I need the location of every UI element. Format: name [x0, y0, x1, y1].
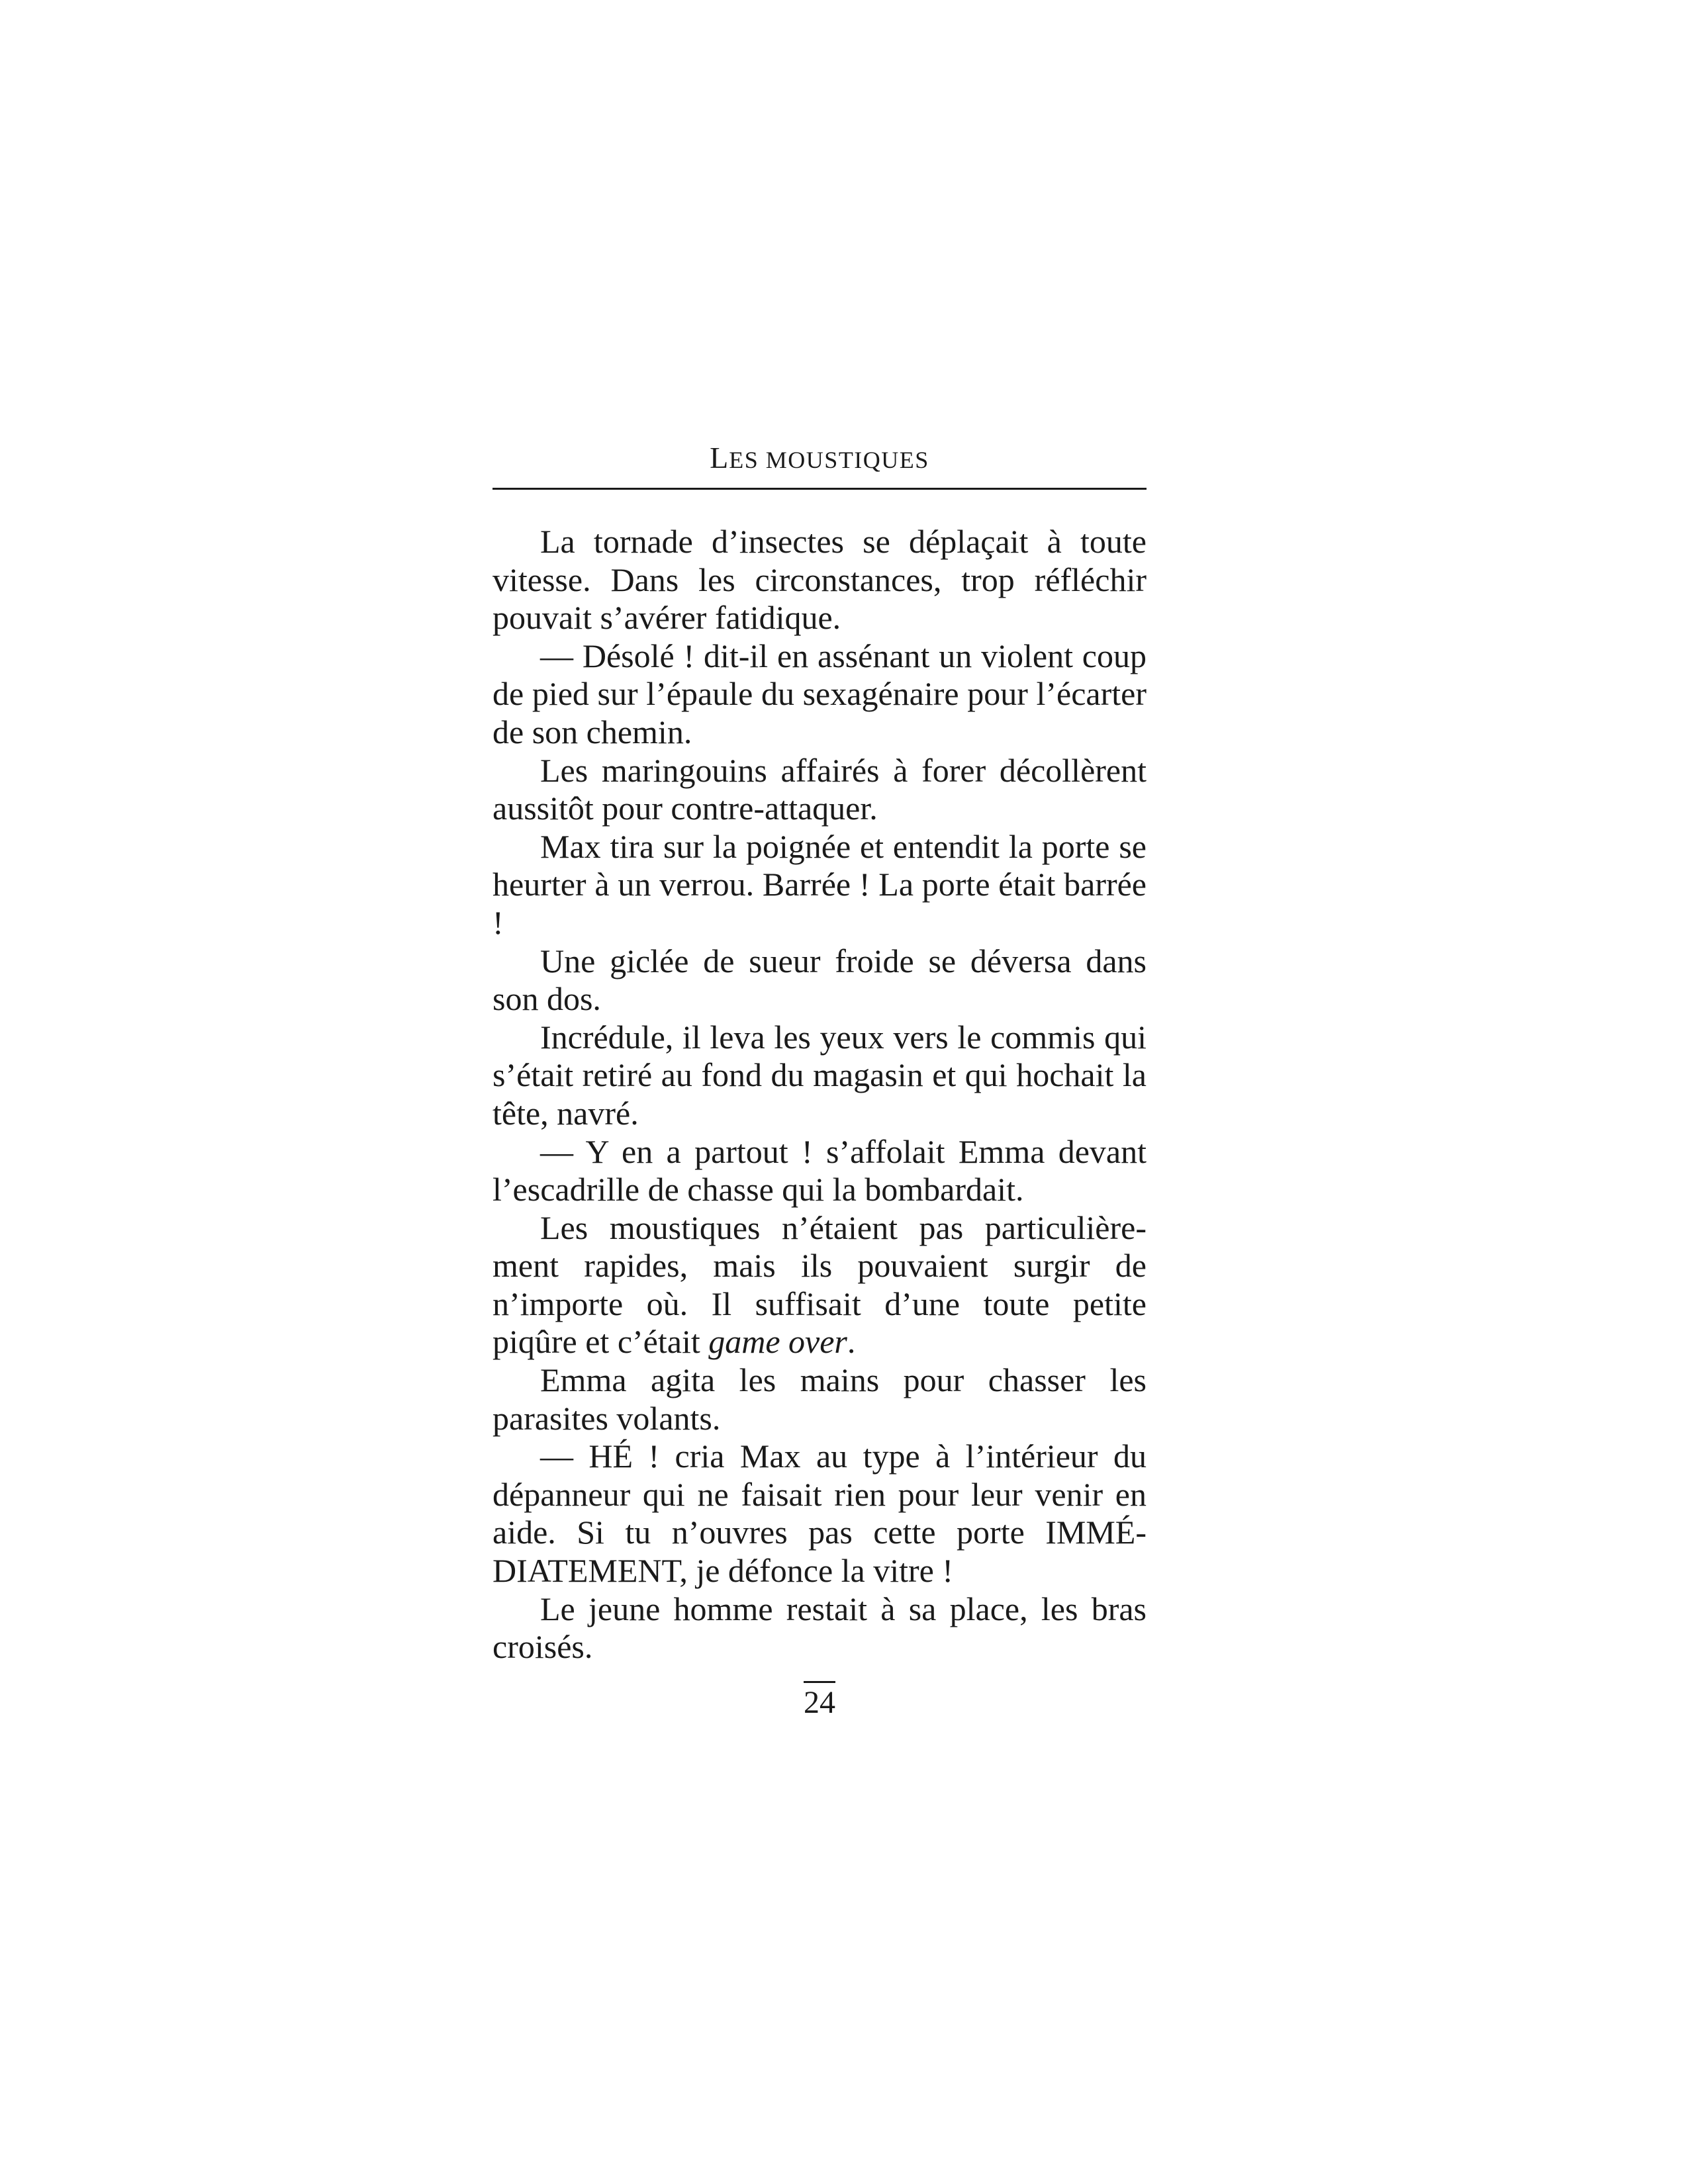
- paragraph: Incrédule, il leva les yeux vers le commis qui s’était retiré au fond du magasin et qui hochait la tête, navré.: [492, 1018, 1147, 1132]
- paragraph: — HÉ ! cria Max au type à l’intérieur du dépanneur qui ne faisait rien pour leur venir en aide. Si tu n’ouvres pas cette porte IMMÉDIATEMENT, je défonce la vitre !: [492, 1437, 1147, 1590]
- running-head-initial: L: [710, 441, 729, 475]
- paragraph: [492, 1209, 1147, 1361]
- paragraph: — Désolé ! dit-il en assénant un violent coup de pied sur l’épaule du sexagénaire pour l’écarter de son chemin.: [492, 637, 1147, 751]
- page-number-text: 24: [804, 1681, 835, 1721]
- paragraph: — Y en a partout ! s’affolait Emma devant l’escadrille de chasse qui la bombardait.: [492, 1132, 1147, 1208]
- body-text: [492, 523, 1147, 1666]
- paragraph-text: Les moustiques n’étaient pas particulièrement rapides, mais ils pouvaient surgir de n’importe où. Il suffisait d’une toute petite piqûre et c’était: [492, 1208, 1147, 1361]
- paragraph: Une giclée de sueur froide se déversa dans son dos.: [492, 942, 1147, 1018]
- running-head: [492, 437, 1147, 490]
- paragraph: Max tira sur la poignée et entendit la porte se heurter à un verrou. Barrée ! La porte était barrée !: [492, 827, 1147, 941]
- page-number: [492, 1681, 1147, 1721]
- page-content: [492, 437, 1147, 1720]
- paragraph: La tornade d’insectes se déplaçait à toute vitesse. Dans les circonstances, trop réfléchir pouvait s’avérer fatidique.: [492, 523, 1147, 637]
- paragraph: Emma agita les mains pour chasser les parasites volants.: [492, 1361, 1147, 1437]
- paragraph-italic-text: game over: [708, 1323, 847, 1361]
- paragraph: Les maringouins affairés à forer décollèrent aussitôt pour contre-attaquer.: [492, 751, 1147, 827]
- paragraph: Le jeune homme restait à sa place, les bras croisés.: [492, 1590, 1147, 1666]
- paragraph-text: .: [847, 1323, 856, 1361]
- running-head-title: ES MOUSTIQUES: [729, 447, 929, 473]
